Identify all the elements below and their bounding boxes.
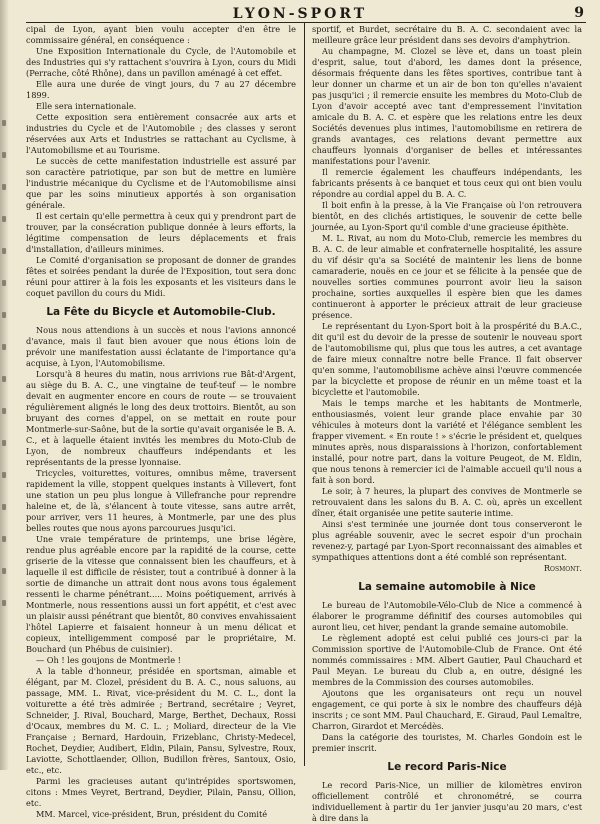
paragraph: Lorsqu'à 8 heures du matin, nous arrivions rue Bât-d'Argent, au siège du B. A. C., une vingtaine de teuf-teuf — le nombre devait en augmenter encore en cours de route — se trouvaient régulièrement alignés le long des deux trottoirs. Bientôt, au son bruyant des cornes d'appel, on se mettait en route pour Montmerle-sur-Saône, but de la sortie qu'avait organisée le B. A. C., et à laquelle étaient invités les membres du Moto-Club de Lyon, de nombreux chauffeurs indépendants et les représentants de la presse lyonnaise. [26,369,296,467]
paragraph: Une Exposition Internationale du Cycle, de l'Automobile et des Industries qui s'y rattachent s'ouvrira à Lyon, cours du Midi (Perrache, côté Rhône), dans un pavillon aménagé à cet effet. [26,46,296,78]
paragraph: Parmi les gracieuses autant qu'intrépides sportswomen, citons : Mmes Veyret, Bertrand, Deydier, Pilain, Pansu, Ollion, etc. [26,776,296,808]
paragraph: sportif, et Burdet, secrétaire du B. A. C. secondaient avec la meilleure grâce leur président dans ses devoirs d'amphytrion. [312,24,582,45]
article-heading: Le record Paris-Nice [387,761,507,773]
page-binding-edge [0,0,9,770]
paragraph: Ajoutons que les organisateurs ont reçu un nouvel engagement, ce qui porte à six le nombre des chauffeurs déjà inscrits ; ce sont MM. Paul Chauchard, E. Giraud, Paul Lemaître, Charron, Girardot et Mercédès. [312,688,582,731]
paragraph: M. L. Rivat, au nom du Moto-Club, remercie les membres du B. A. C. de leur aimable et confraternelle hospitalité, les assure du vif désir qu'a sa Société de maintenir les liens de bonne camaraderie, nouës en ce jour et se félicite à la pensée que de nouvelles sorties communes pourront avoir lieu la saison prochaine, sorties auxquelles il espère bien que les dames continueront à apporter le précieux attrait de leur gracieuse présence. [312,233,582,320]
header-rule [26,22,586,23]
column-divider [304,22,305,766]
paragraph: Il est certain qu'elle permettra à ceux qui y prendront part de trouver, par la consécration publique donnée à leurs efforts, la légitime compensation de leurs déplacements et frais d'installation, d'ailleurs minimes. [26,211,296,254]
paragraph: MM. Marcel, vice-président, Brun, président du Comité [36,809,268,819]
binding-holes [2,120,8,640]
paragraph: Tricycles, voiturettes, voitures, omnibus même, traversent rapidement la ville, stoppent quelques instants à Villevert, font une station un peu plus longue à Villefranche pour reprendre haleine et, de là, s'élancent à toute vitesse, sans autre arrêt, pour arriver, vers 11 heures, à Montmerle, par une des plus belles routes que nous ayons parcourues jusqu'ici. [26,468,296,533]
paragraph: A la table d'honneur, présidée en sportsman, aimable et élégant, par M. Clozel, président du B. A. C., nous saluons, au passage, MM. L. Rivat, vice-président du M. C. L., dont la voiturette a été très admirée ; Bertrand, secrétaire ; Veyret, Schneider, J. Rival, Bouchard, Marge, Berthet, Dechaux, Rossi d'Ocaux, membres du M. C. L. ; Moliard, directeur de la Vie Française ; Bernard, Hardouin, Frizeblanc, Christy-Medecel, Rochet, Deydier, Audibert, Eldin, Pilain, Pansu, Sylvestre, Roux, Laviotte, Schottlaender, Ollion, Budillon frères, Santoux, Osio, etc., etc. [26,666,296,775]
paragraph: Cette exposition sera entièrement consacrée aux arts et industries du Cycle et de l'Automobile ; des classes y seront réservées aux Arts et Industries se rattachant au Cyclisme, à l'Automobilisme et au Tourisme. [26,112,296,155]
right-column [312,24,582,824]
left-column [26,24,296,820]
paragraph: Le Comité d'organisation se proposant de donner de grandes fêtes et soirées pendant la durée de l'Exposition, tout sera donc réuni pour attirer à la fois les exposants et les visiteurs dans le coquet pavillon du cours du Midi. [26,255,296,298]
fete-article-continued [312,24,582,574]
paragraph: Le représentant du Lyon-Sport boit à la prospérité du B.A.C., dit qu'il est du devoir de la presse de soutenir le nouveau sport de l'automobilisme qui, plus que tous les autres, a cet avantage de faire mieux connaître notre belle France. Il fait observer qu'en somme, l'automobilisme achève ainsi l'œuvre commencée par la bicyclette et propose de réunir en un même toast et la bicyclette et l'automobile. [312,321,582,397]
exposition-article [26,24,296,299]
paragraph: Elle sera internationale. [36,101,137,111]
paragraph: — Oh ! les goujons de Montmerle ! [36,655,181,665]
paragraph: Le succès de cette manifestation industrielle est assuré par son caractère patriotique, par son but de mettre en lumière l'industrie mécanique du Cyclisme et de l'Automobilisme ainsi que par les soins minutieux apportés à son organisation générale. [26,156,296,210]
paragraph: Mais le temps marche et les habitants de Montmerle, enthousiasmés, voient leur grande place envahie par 30 véhicules à moteurs dont la variété et l'élégance semblent les frapper vivement. « En route ! » s'écrie le président et, quelques minutes après, nous disparaissions à l'horizon, confortablement installé, pour notre part, dans la voiture Peugeot, de M. Eldin, que nous tenons à remercier ici de l'aimable accueil qu'il nous a fait à son bord. [312,398,582,485]
paragraph: Dans la catégorie des touristes, M. Charles Gondoin est le premier inscrit. [312,732,582,753]
paragraph: Le règlement adopté est celui publié ces jours-ci par la Commission sportive de l'Automobile-Club de France. Ont été nommés commissaires : MM. Albert Gautier, Paul Chauchard et Paul Meyan. Le bureau du Club a, en outre, désigné les membres de la Commission des courses automobiles. [312,633,582,687]
paragraph: Il boit enfin à la presse, à la Vie Française où l'on retrouvera bientôt, en des clichés artistiques, le souvenir de cette belle journée, au Lyon-Sport qu'il comble d'une gracieuse épithète. [312,200,582,232]
paragraph: Le record Paris-Nice, un millier de kilomètres environ officiellement contrôlé et chronométré, se courra individuellement à partir du 1er janvier jusqu'au 20 mars, c'est à dire dans la [312,780,582,823]
author-signature: Rosmont. [543,563,582,573]
paragraph: Au champagne, M. Clozel se lève et, dans un toast plein d'esprit, salue, tout d'abord, les dames dont la présence, désormais fréquente dans les fêtes sportives, contribue tant à leur donner un charme et un air de bon ton qu'elles n'avaient pas jusqu'ici ; il remercie ensuite les membres du Moto-Club de Lyon d'avoir accepté avec tant d'empressement l'invitation amicale du B. A. C. et espère que les relations entre les deux Sociétés devenues plus intimes, l'automobilisme en retirera de grands avantages, ces relations devant permettre aux chauffeurs lyonnais d'organiser de belles et intéressantes manifestations pour l'avenir. [312,46,582,166]
masthead-title: LYON-SPORT [232,6,368,22]
page-number: 9 [574,5,584,21]
paragraph: Elle aura une durée de vingt jours, du 7 au 27 décembre 1899. [26,79,296,100]
paragraph: cipal de Lyon, ayant bien voulu accepter d'en être le commissaire général, en conséquence : [26,24,296,45]
paragraph: Le soir, à 7 heures, la plupart des convives de Montmerle se retrouvaient dans les salons du B. A. C. où, après un excellent dîner, était organisée une petite sauterie intime. [312,486,582,518]
paragraph: Nous nous attendions à un succès et nous l'avions annoncé d'avance, mais il faut bien avouer que nous étions loin de prévoir une manifestation aussi éclatante de l'importance qu'a acquise, à Lyon, l'Automobilisme. [26,325,296,368]
nice-article [312,600,582,754]
article-heading: La semaine automobile à Nice [358,581,536,593]
article-heading: La Fête du Bicycle et Automobile-Club. [46,306,276,318]
fete-article [26,325,296,820]
paragraph: Le bureau de l'Automobile-Vélo-Club de Nice a commencé à élaborer le programme définitif des courses automobiles qui auront lieu, cet hiver, pendant la grande semaine automobile. [312,600,582,632]
record-article [312,780,582,824]
paragraph: Il remercie également les chauffeurs indépendants, les fabricants présents à ce banquet et tous ceux qui ont bien voulu répondre au cordial appel du B. A. C. [312,167,582,199]
paragraph: Une vraie température de printemps, une brise légère, rendue plus agréable encore par la rapidité de la course, cette griserie de la vitesse que connaissent bien les chauffeurs, et à laquelle il est difficile de résister, tout a contribué à donner à la sortie de dimanche un attrait dont nous avons tous également ressenti le charme pénétrant..... Moins poétiquement, arrivés à Montmerle, nous ressentions aussi un fort appétit, et c'est avec un plaisir aussi pénétrant que bientôt, 80 convives envahissaient l'hôtel Lapierre et faisaient honneur à un menu délicat et copieux, intelligemment composé par le propriétaire, M. Bouchard (un Phébus de cuisinier). [26,534,296,654]
paragraph: Ainsi s'est terminée une journée dont tous conserveront le plus agréable souvenir, avec le secret espoir d'un prochain revenez-y, partagé par Lyon-Sport reconnaissant des aimables et sympathiques attentions dont a été comblé son représentant. [312,519,582,562]
